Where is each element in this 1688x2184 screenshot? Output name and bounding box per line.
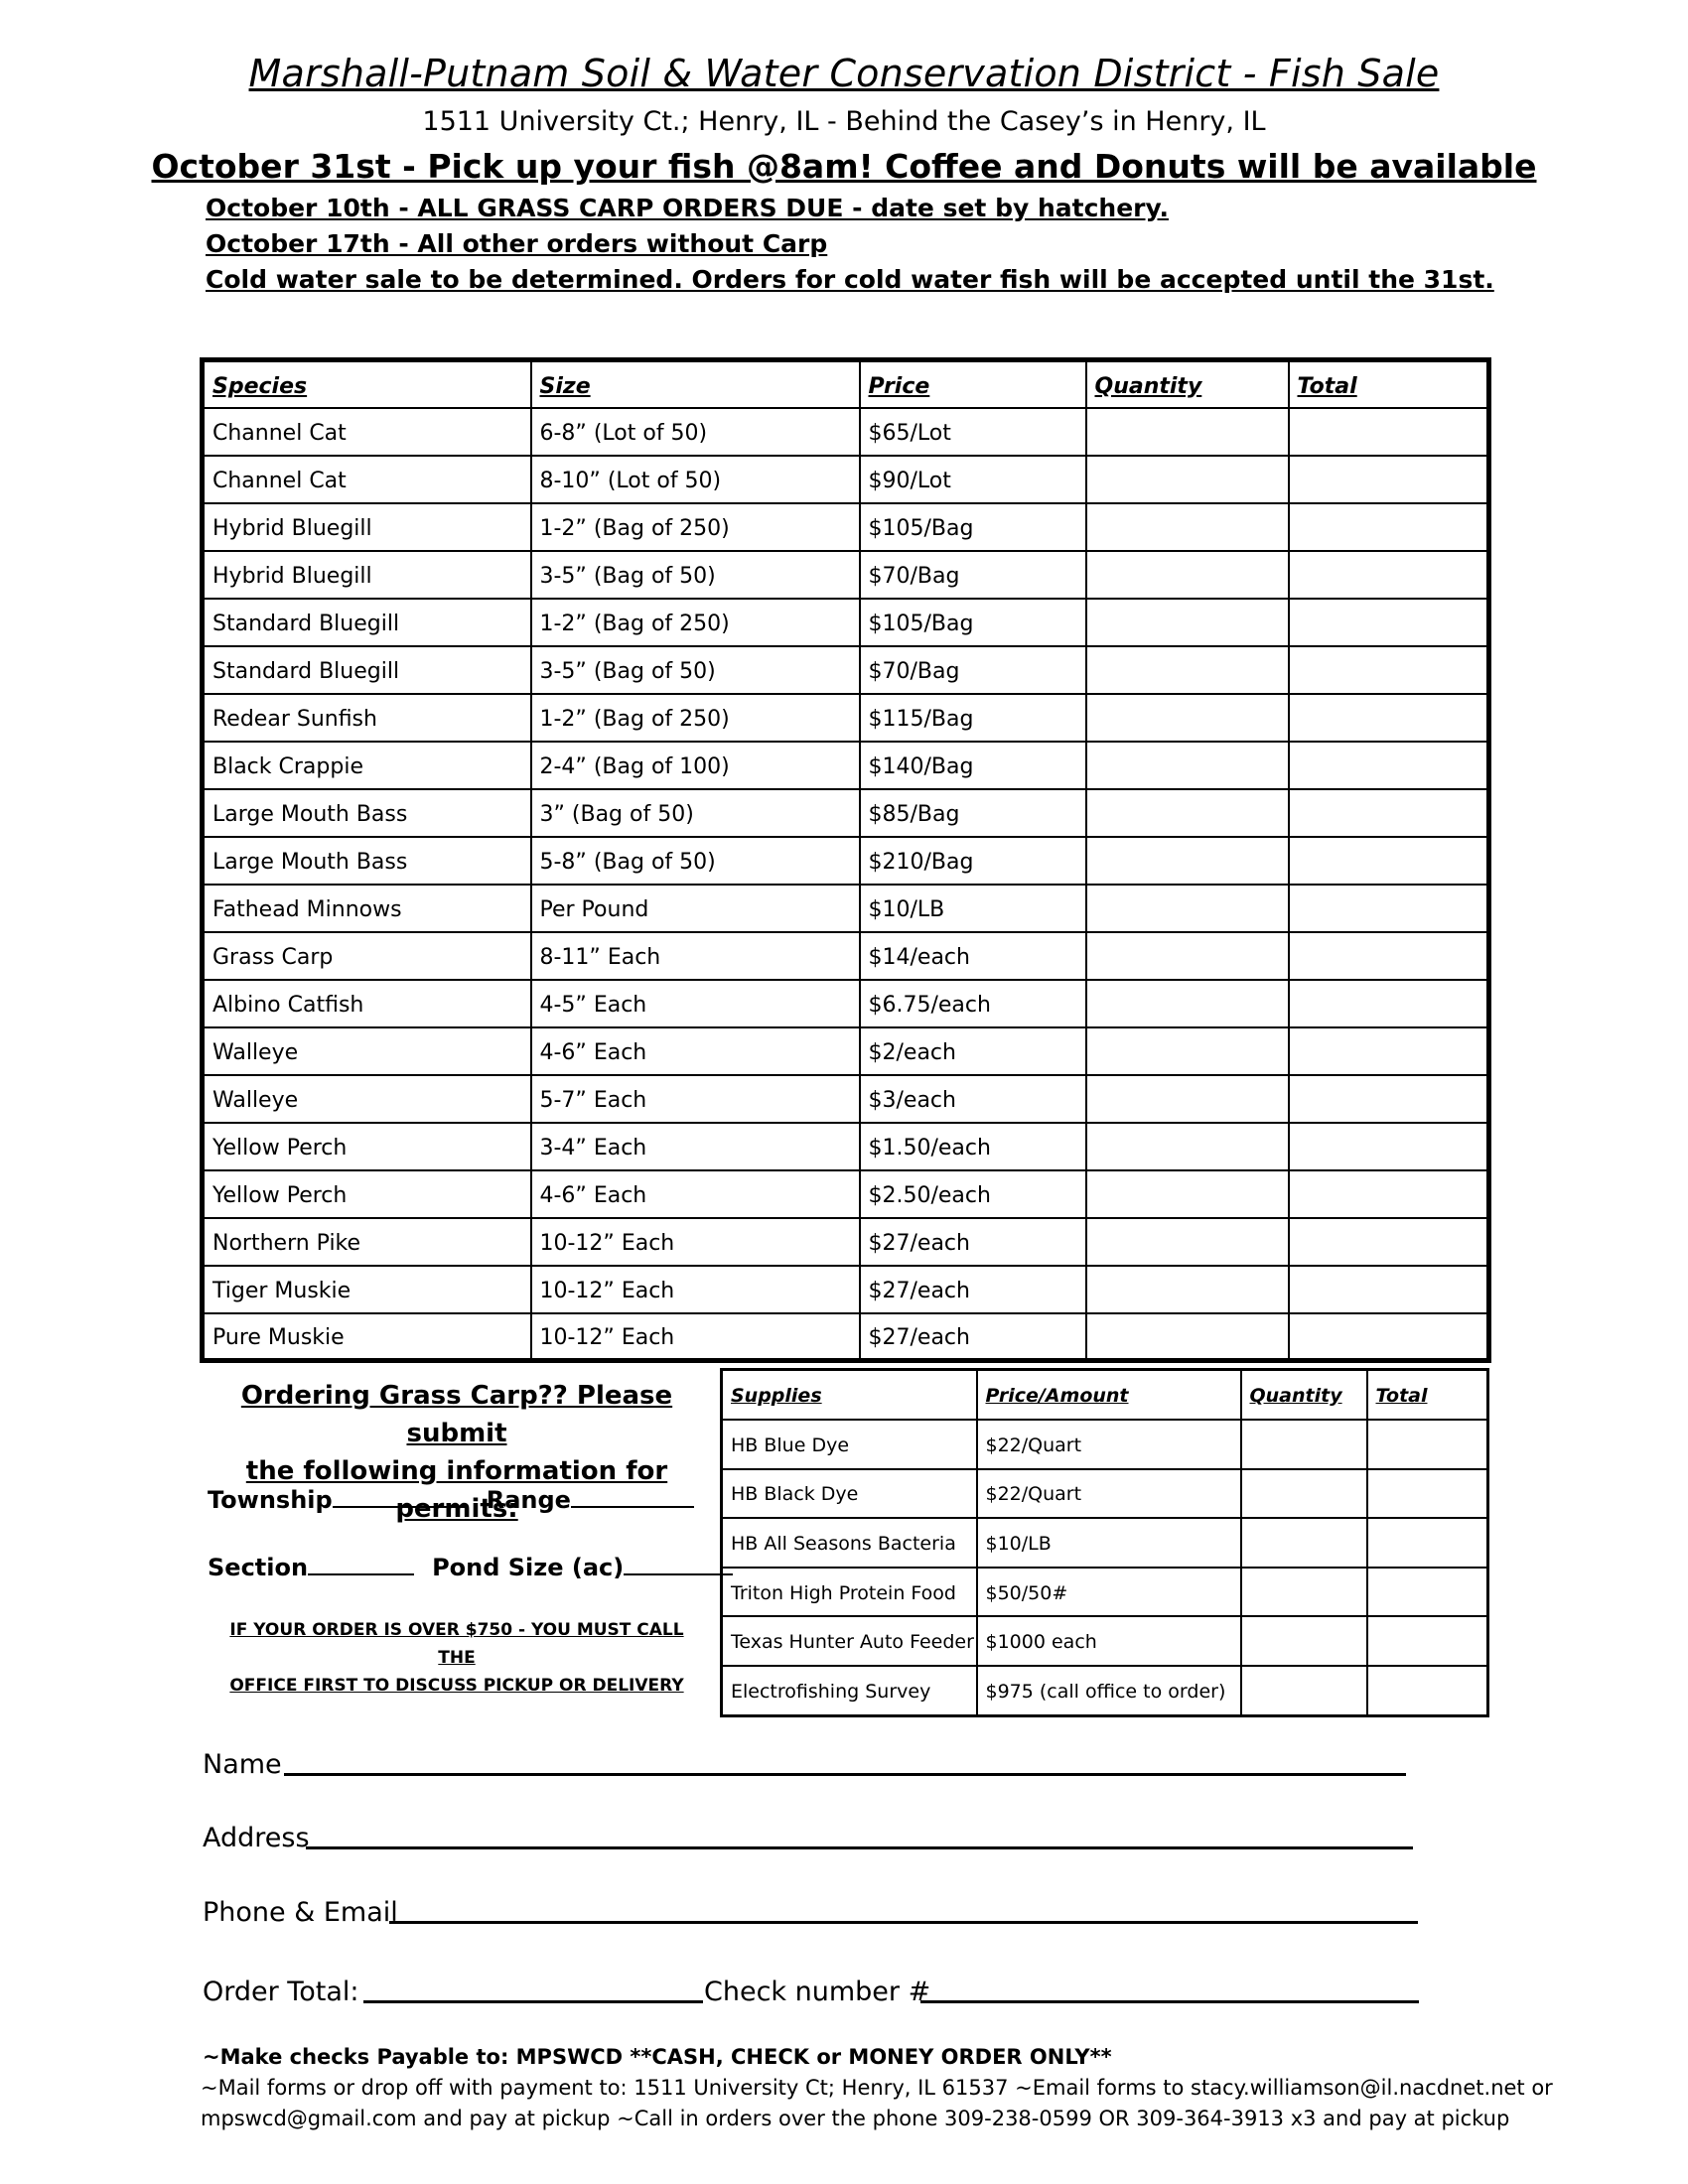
table-cell: Pure Muskie bbox=[203, 1313, 531, 1361]
table-cell: 10-12” Each bbox=[531, 1313, 860, 1361]
species-row bbox=[203, 1027, 1489, 1075]
table-cell: 10-12” Each bbox=[531, 1266, 860, 1313]
species-row bbox=[203, 551, 1489, 599]
quantity-entry-cell[interactable] bbox=[1241, 1666, 1367, 1716]
total-entry-cell[interactable] bbox=[1367, 1616, 1488, 1666]
table-cell: Fathead Minnows bbox=[203, 885, 531, 932]
phone-email-field[interactable] bbox=[389, 1921, 1418, 1924]
table-cell: Yellow Perch bbox=[203, 1123, 531, 1170]
supply-row bbox=[722, 1666, 1488, 1716]
table-cell: Grass Carp bbox=[203, 932, 531, 980]
column-header: Supplies bbox=[722, 1370, 977, 1421]
pond-size-field[interactable] bbox=[624, 1554, 733, 1575]
species-row bbox=[203, 742, 1489, 789]
total-entry-cell[interactable] bbox=[1289, 1266, 1489, 1313]
supply-row bbox=[722, 1469, 1488, 1519]
column-header: Size bbox=[531, 360, 860, 408]
table-cell: Standard Bluegill bbox=[203, 646, 531, 694]
table-cell: Black Crappie bbox=[203, 742, 531, 789]
permit-row-1 bbox=[208, 1486, 712, 1514]
total-entry-cell[interactable] bbox=[1289, 885, 1489, 932]
phone-email-label: Phone & Email bbox=[203, 1897, 398, 1928]
total-entry-cell[interactable] bbox=[1289, 1313, 1489, 1361]
name-field[interactable] bbox=[284, 1773, 1406, 1776]
total-entry-cell[interactable] bbox=[1289, 503, 1489, 551]
large-order-warning: IF YOUR ORDER IS OVER $750 - YOU MUST CALL THE OFFICE FIRST TO DISCUSS PICKUP OR DELIVERY bbox=[229, 1620, 684, 1696]
payment-note: ~Make checks Payable to: MPSWCD **CASH, CHECK or MONEY ORDER ONLY** bbox=[203, 2045, 1112, 2069]
table-cell: $1000 each bbox=[977, 1616, 1241, 1666]
total-entry-cell[interactable] bbox=[1289, 456, 1489, 503]
table-cell: Hybrid Bluegill bbox=[203, 503, 531, 551]
quantity-entry-cell[interactable] bbox=[1086, 885, 1289, 932]
total-entry-cell[interactable] bbox=[1367, 1469, 1488, 1519]
table-cell: $2/each bbox=[860, 1027, 1086, 1075]
table-cell: Channel Cat bbox=[203, 456, 531, 503]
order-total-row bbox=[203, 1977, 931, 2007]
table-cell: 10-12” Each bbox=[531, 1218, 860, 1266]
column-header: Price/Amount bbox=[977, 1370, 1241, 1421]
table-cell: $3/each bbox=[860, 1075, 1086, 1123]
table-cell: 1-2” (Bag of 250) bbox=[531, 503, 860, 551]
table-cell: Texas Hunter Auto Feeder bbox=[722, 1616, 977, 1666]
mail-note: ~Mail forms or drop off with payment to: 1511 University Ct; Henry, IL 61537 ~Email forms to stacy.williamson@il.nacdnet.net or bbox=[201, 2076, 1553, 2100]
pond-size-label: Pond Size (ac) bbox=[432, 1554, 625, 1581]
table-cell: 1-2” (Bag of 250) bbox=[531, 599, 860, 646]
quantity-entry-cell[interactable] bbox=[1086, 1313, 1289, 1361]
total-entry-cell[interactable] bbox=[1367, 1420, 1488, 1469]
species-row bbox=[203, 1266, 1489, 1313]
event-address: 1511 University Ct.; Henry, IL - Behind the Casey’s in Henry, IL bbox=[422, 106, 1266, 137]
supply-row bbox=[722, 1616, 1488, 1666]
species-row bbox=[203, 1123, 1489, 1170]
table-cell: 5-8” (Bag of 50) bbox=[531, 837, 860, 885]
total-entry-cell[interactable] bbox=[1289, 599, 1489, 646]
supply-row bbox=[722, 1420, 1488, 1469]
species-row bbox=[203, 1218, 1489, 1266]
permit-row-2 bbox=[208, 1554, 751, 1581]
order-total-label: Order Total: bbox=[203, 1977, 359, 2007]
township-label: Township bbox=[208, 1486, 333, 1514]
quantity-entry-cell[interactable] bbox=[1086, 742, 1289, 789]
table-cell: $50/50# bbox=[977, 1568, 1241, 1617]
table-cell: $90/Lot bbox=[860, 456, 1086, 503]
column-header: Species bbox=[203, 360, 531, 408]
name-field-row bbox=[203, 1749, 282, 1780]
section-label: Section bbox=[208, 1554, 309, 1581]
page-title: Marshall-Putnam Soil & Water Conservation District - Fish Sale bbox=[248, 52, 1440, 95]
table-cell: 4-5” Each bbox=[531, 980, 860, 1027]
table-cell: $65/Lot bbox=[860, 408, 1086, 456]
species-row bbox=[203, 980, 1489, 1027]
table-cell: Walleye bbox=[203, 1027, 531, 1075]
grass-carp-heading: Ordering Grass Carp?? Please submit the following information for permits: bbox=[240, 1381, 673, 1524]
table-cell: Electrofishing Survey bbox=[722, 1666, 977, 1716]
column-header: Price bbox=[860, 360, 1086, 408]
table-cell: $70/Bag bbox=[860, 646, 1086, 694]
species-order-table bbox=[200, 357, 1491, 1363]
table-cell: HB All Seasons Bacteria bbox=[722, 1518, 977, 1568]
table-cell: Large Mouth Bass bbox=[203, 837, 531, 885]
total-entry-cell[interactable] bbox=[1367, 1666, 1488, 1716]
table-cell: $210/Bag bbox=[860, 837, 1086, 885]
total-entry-cell[interactable] bbox=[1289, 980, 1489, 1027]
address-field[interactable] bbox=[306, 1846, 1413, 1849]
deadline-other-orders: October 17th - All other orders without Carp bbox=[206, 229, 828, 258]
address-field-row bbox=[203, 1823, 310, 1853]
total-entry-cell[interactable] bbox=[1289, 789, 1489, 837]
quantity-entry-cell[interactable] bbox=[1086, 599, 1289, 646]
phone-email-field-row bbox=[203, 1897, 398, 1928]
table-cell: Northern Pike bbox=[203, 1218, 531, 1266]
total-entry-cell[interactable] bbox=[1289, 1075, 1489, 1123]
table-cell: 4-6” Each bbox=[531, 1027, 860, 1075]
quantity-entry-cell[interactable] bbox=[1086, 408, 1289, 456]
species-row bbox=[203, 885, 1489, 932]
table-cell: 1-2” (Bag of 250) bbox=[531, 694, 860, 742]
species-row bbox=[203, 408, 1489, 456]
table-cell: 3-5” (Bag of 50) bbox=[531, 646, 860, 694]
column-header: Quantity bbox=[1241, 1370, 1367, 1421]
table-cell: $10/LB bbox=[977, 1518, 1241, 1568]
pickup-notice: October 31st - Pick up your fish @8am! Coffee and Donuts will be available bbox=[151, 147, 1537, 186]
table-cell: Walleye bbox=[203, 1075, 531, 1123]
supply-row bbox=[722, 1518, 1488, 1568]
quantity-entry-cell[interactable] bbox=[1241, 1469, 1367, 1519]
quantity-entry-cell[interactable] bbox=[1086, 646, 1289, 694]
species-row bbox=[203, 456, 1489, 503]
table-cell: Channel Cat bbox=[203, 408, 531, 456]
species-row bbox=[203, 646, 1489, 694]
total-entry-cell[interactable] bbox=[1289, 1170, 1489, 1218]
total-entry-cell[interactable] bbox=[1289, 408, 1489, 456]
quantity-entry-cell[interactable] bbox=[1086, 456, 1289, 503]
section-field[interactable] bbox=[308, 1554, 414, 1575]
species-row bbox=[203, 1313, 1489, 1361]
species-row bbox=[203, 599, 1489, 646]
table-cell: 3-4” Each bbox=[531, 1123, 860, 1170]
quantity-entry-cell[interactable] bbox=[1086, 503, 1289, 551]
table-cell: $70/Bag bbox=[860, 551, 1086, 599]
table-cell: $22/Quart bbox=[977, 1469, 1241, 1519]
quantity-entry-cell[interactable] bbox=[1241, 1568, 1367, 1617]
total-entry-cell[interactable] bbox=[1367, 1568, 1488, 1617]
table-cell: Yellow Perch bbox=[203, 1170, 531, 1218]
table-cell: $105/Bag bbox=[860, 503, 1086, 551]
total-entry-cell[interactable] bbox=[1289, 837, 1489, 885]
table-header-row bbox=[722, 1370, 1488, 1421]
table-cell: Albino Catfish bbox=[203, 980, 531, 1027]
table-cell: Standard Bluegill bbox=[203, 599, 531, 646]
table-cell: $1.50/each bbox=[860, 1123, 1086, 1170]
check-number-label: Check number # bbox=[704, 1977, 931, 2007]
quantity-entry-cell[interactable] bbox=[1241, 1420, 1367, 1469]
quantity-entry-cell[interactable] bbox=[1086, 837, 1289, 885]
table-cell: Triton High Protein Food bbox=[722, 1568, 977, 1617]
table-cell: $140/Bag bbox=[860, 742, 1086, 789]
contact-note: mpswcd@gmail.com and pay at pickup ~Call in orders over the phone 309-238-0599 OR 309-364-3913 x3 and pay at pickup bbox=[201, 2107, 1510, 2130]
table-cell: $14/each bbox=[860, 932, 1086, 980]
quantity-entry-cell[interactable] bbox=[1086, 551, 1289, 599]
quantity-entry-cell[interactable] bbox=[1241, 1616, 1367, 1666]
total-entry-cell[interactable] bbox=[1289, 1123, 1489, 1170]
total-entry-cell[interactable] bbox=[1289, 551, 1489, 599]
table-cell: $975 (call office to order) bbox=[977, 1666, 1241, 1716]
table-cell: $22/Quart bbox=[977, 1420, 1241, 1469]
species-row bbox=[203, 694, 1489, 742]
species-row bbox=[203, 1075, 1489, 1123]
table-cell: $10/LB bbox=[860, 885, 1086, 932]
quantity-entry-cell[interactable] bbox=[1086, 694, 1289, 742]
species-row bbox=[203, 789, 1489, 837]
table-cell: $27/each bbox=[860, 1266, 1086, 1313]
quantity-entry-cell[interactable] bbox=[1086, 789, 1289, 837]
total-entry-cell[interactable] bbox=[1367, 1518, 1488, 1568]
column-header: Total bbox=[1367, 1370, 1488, 1421]
quantity-entry-cell[interactable] bbox=[1086, 1123, 1289, 1170]
order-total-field[interactable] bbox=[363, 2000, 703, 2003]
range-field[interactable] bbox=[571, 1486, 694, 1508]
table-cell: 5-7” Each bbox=[531, 1075, 860, 1123]
quantity-entry-cell[interactable] bbox=[1086, 1170, 1289, 1218]
table-cell: 2-4” (Bag of 100) bbox=[531, 742, 860, 789]
quantity-entry-cell[interactable] bbox=[1241, 1518, 1367, 1568]
species-row bbox=[203, 932, 1489, 980]
table-cell: 8-10” (Lot of 50) bbox=[531, 456, 860, 503]
table-cell: Hybrid Bluegill bbox=[203, 551, 531, 599]
name-label: Name bbox=[203, 1749, 282, 1780]
table-cell: $27/each bbox=[860, 1313, 1086, 1361]
total-entry-cell[interactable] bbox=[1289, 646, 1489, 694]
column-header: Total bbox=[1289, 360, 1489, 408]
table-cell: $115/Bag bbox=[860, 694, 1086, 742]
total-entry-cell[interactable] bbox=[1289, 1027, 1489, 1075]
deadline-cold-water: Cold water sale to be determined. Orders for cold water fish will be accepted until the 31st. bbox=[206, 265, 1494, 294]
table-cell: $105/Bag bbox=[860, 599, 1086, 646]
total-entry-cell[interactable] bbox=[1289, 932, 1489, 980]
table-cell: 3-5” (Bag of 50) bbox=[531, 551, 860, 599]
quantity-entry-cell[interactable] bbox=[1086, 1218, 1289, 1266]
total-entry-cell[interactable] bbox=[1289, 694, 1489, 742]
range-label: Range bbox=[486, 1486, 571, 1514]
quantity-entry-cell[interactable] bbox=[1086, 980, 1289, 1027]
column-header: Quantity bbox=[1086, 360, 1289, 408]
table-cell: HB Black Dye bbox=[722, 1469, 977, 1519]
supply-row bbox=[722, 1568, 1488, 1617]
deadline-grass-carp: October 10th - ALL GRASS CARP ORDERS DUE - date set by hatchery. bbox=[206, 194, 1169, 222]
table-cell: Tiger Muskie bbox=[203, 1266, 531, 1313]
total-entry-cell[interactable] bbox=[1289, 742, 1489, 789]
quantity-entry-cell[interactable] bbox=[1086, 1075, 1289, 1123]
table-cell: $2.50/each bbox=[860, 1170, 1086, 1218]
table-cell: HB Blue Dye bbox=[722, 1420, 977, 1469]
total-entry-cell[interactable] bbox=[1289, 1218, 1489, 1266]
table-cell: $85/Bag bbox=[860, 789, 1086, 837]
table-header-row bbox=[203, 360, 1489, 408]
table-cell: Redear Sunfish bbox=[203, 694, 531, 742]
table-cell: Per Pound bbox=[531, 885, 860, 932]
quantity-entry-cell[interactable] bbox=[1086, 932, 1289, 980]
supplies-order-table bbox=[720, 1368, 1489, 1717]
table-cell: 8-11” Each bbox=[531, 932, 860, 980]
table-cell: 4-6” Each bbox=[531, 1170, 860, 1218]
quantity-entry-cell[interactable] bbox=[1086, 1027, 1289, 1075]
table-cell: $6.75/each bbox=[860, 980, 1086, 1027]
species-row bbox=[203, 837, 1489, 885]
table-cell: $27/each bbox=[860, 1218, 1086, 1266]
township-field[interactable] bbox=[333, 1486, 469, 1508]
species-row bbox=[203, 503, 1489, 551]
address-label: Address bbox=[203, 1823, 310, 1853]
quantity-entry-cell[interactable] bbox=[1086, 1266, 1289, 1313]
table-cell: 3” (Bag of 50) bbox=[531, 789, 860, 837]
table-cell: Large Mouth Bass bbox=[203, 789, 531, 837]
table-cell: 6-8” (Lot of 50) bbox=[531, 408, 860, 456]
species-row bbox=[203, 1170, 1489, 1218]
check-number-field[interactable] bbox=[920, 2000, 1419, 2003]
